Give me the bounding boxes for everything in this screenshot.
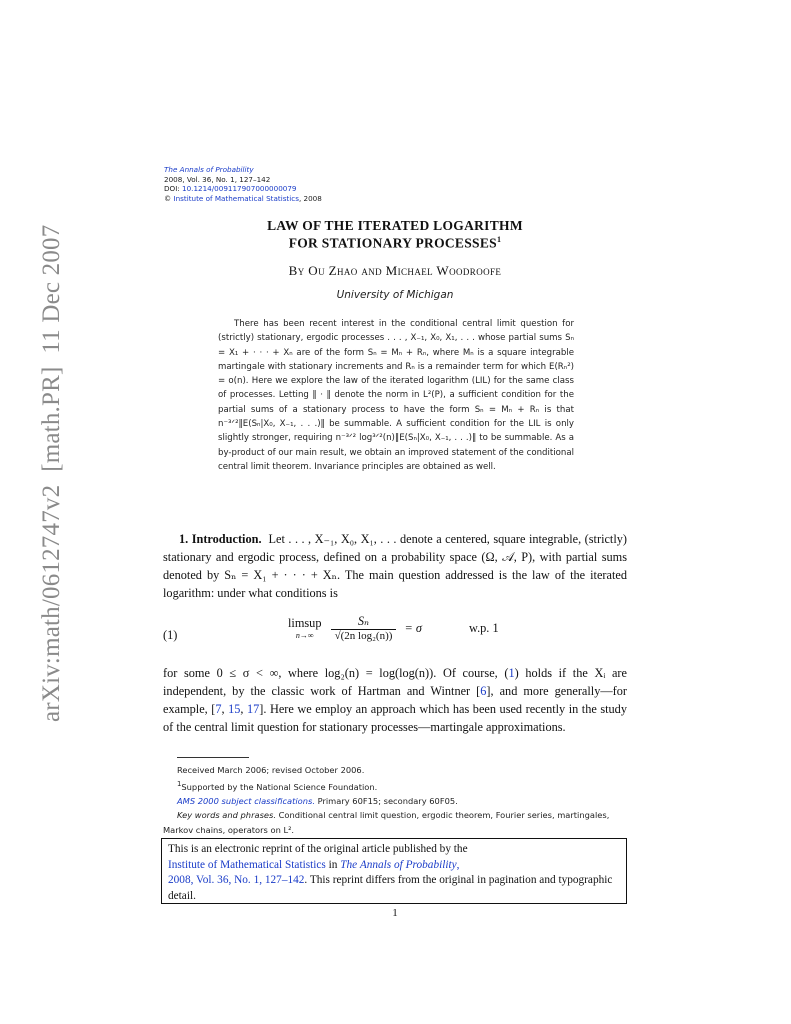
reprint-notice xyxy=(161,838,627,904)
doi-link[interactable]: 10.1214/009117907000000079 xyxy=(182,184,297,193)
para2-text-d: ]. Here we employ an approach which has been used recently in the study of the central limit question for stationary processes—martingale approximations. xyxy=(163,702,627,734)
paper-title-line1: LAW OF THE ITERATED LOGARITHM xyxy=(267,218,523,233)
support-text: Supported by the National Science Foundation. xyxy=(181,781,378,792)
keywords-label: Key words and phrases. xyxy=(177,810,276,821)
para2-text-b: ) holds if the Xᵢ are independent, by the classic work of Hartman and Wintner [ xyxy=(163,666,627,698)
fraction-denominator: √(2n log₂(n)) xyxy=(334,630,393,642)
ams-codes: Primary 60F15; secondary 60F05. xyxy=(314,796,458,807)
equation-fraction xyxy=(331,614,397,642)
ref-eq-1[interactable]: 1 xyxy=(508,666,515,680)
equation-1 xyxy=(163,614,627,660)
arxiv-stamp xyxy=(36,202,68,722)
fraction-numerator: Sₙ xyxy=(331,614,397,630)
copyright-symbol: © xyxy=(164,193,172,203)
journal-link[interactable]: The Annals of Probability xyxy=(164,165,254,174)
limsup-text: limsup xyxy=(288,616,322,630)
page-number: 1 xyxy=(392,907,398,919)
ref-15[interactable]: 15 xyxy=(228,702,241,716)
doi-label: DOI: xyxy=(164,184,180,193)
journal-header xyxy=(164,165,322,203)
reprint-citation-link[interactable]: 2008, Vol. 36, No. 1, 127–142 xyxy=(168,874,305,886)
limsup-operator xyxy=(288,616,321,640)
para2-text-a: for some 0 ≤ σ < ∞, where log₂(n) = log(log(n)). Of course, ( xyxy=(163,666,509,680)
arxiv-category: [math.PR] xyxy=(38,366,65,472)
equation-rhs: = σ xyxy=(404,620,422,635)
ref-7[interactable]: 7 xyxy=(215,702,222,716)
reprint-rest: . This reprint differs from the original in pagination and typographic detail. xyxy=(168,874,613,902)
ams-note xyxy=(163,794,627,808)
reprint-journal-link[interactable]: The Annals of Probability xyxy=(340,858,457,871)
intro-text: Let . . . , X₋₁, X₀, X₁, . . . denote a centered, square integrable, (strictly) stationary and ergodic process, defined on a probability space (Ω, 𝒜, P), with partial sums denoted by Sₙ = X₁ + · · · + Xₙ. The main question addressed is the law of the iterated logarithm: under what conditions is xyxy=(163,532,628,600)
limsup-subscript: n→∞ xyxy=(295,631,314,640)
para2-text-c: ], and more generally—for example, [ xyxy=(163,684,628,716)
footnotes xyxy=(163,763,627,837)
copyright-year: , 2008 xyxy=(298,193,322,203)
abstract: There has been recent interest in the conditional central limit question for (strictly) stationary, ergodic processes . . . , X₋₁, X₀, X₁, . . . whose partial sums Sₙ = X₁ + · · · + Xₙ are of the form Sₙ = Mₙ + Rₙ, where Mₙ is a square integrable martingale with stationary increments and Rₙ is a remainder term for which E(Rₙ²) = o(n). Here we explore the law of the iterated logarithm (LIL) for the same class of processes. Letting ‖ · ‖ denote the norm in L²(P), a sufficient condition for the partial sums of a stationary process to have the form Sₙ = Mₙ + Rₙ is that n⁻³ᐟ²‖E(Sₙ|X₀, X₋₁, . . .)‖ be summable. A sufficient condition for the LIL is only slightly stronger, requiring n⁻³ᐟ² log³ᐟ²(n)‖E(Sₙ|X₀, X₋₁, . . .)‖ to be summable. As a by-product of our main result, we obtain an improved statement of the conditional central limit theorem. Invariance principles are obtained as well. xyxy=(218,319,574,472)
title-text: FOR STATIONARY PROCESSES xyxy=(288,235,497,251)
ims-link[interactable]: Institute of Mathematical Statistics xyxy=(173,193,299,203)
keywords-text: Conditional central limit question, ergodic theorem, Fourier series, martingales, Markov chains, operators on L². xyxy=(163,810,610,835)
reprint-comma: , xyxy=(456,858,460,871)
arxiv-date: 11 Dec 2007 xyxy=(38,224,65,354)
reprint-in: in xyxy=(325,858,341,871)
section-heading: 1. Introduction. xyxy=(179,532,262,546)
keywords-note xyxy=(163,808,627,836)
title-footnote-mark[interactable]: 1 xyxy=(496,235,502,244)
volume-line: 2008, Vol. 36, No. 1, 127–142 xyxy=(164,174,271,184)
reprint-line1: This is an electronic reprint of the original article published by the xyxy=(168,843,468,855)
paper-title-line2 xyxy=(180,235,610,252)
affiliation: University of Michigan xyxy=(336,289,454,301)
received-note: Received March 2006; revised October 2006. xyxy=(177,765,365,775)
support-note xyxy=(163,777,627,794)
footnote-divider xyxy=(177,757,249,758)
second-paragraph: for some 0 ≤ σ < ∞, where log₂(n) = log(log(n)). Of course, (1) holds if the Xᵢ are independent, by the classic work of Hartman and Wintner [6], and more generally—for example, [7, 15, 17]. Here we employ an approach which has been used recently in the study of the central limit question for stationary processes—martingale approximations. xyxy=(163,666,628,734)
ams-link[interactable]: AMS 2000 subject classifications. xyxy=(177,796,315,807)
reprint-ims-link[interactable]: Institute of Mathematical Statistics xyxy=(168,858,326,871)
authors: By Ou Zhao and Michael Woodroofe xyxy=(288,263,502,278)
support-mark: 1 xyxy=(177,780,182,789)
ref-17[interactable]: 17 xyxy=(246,702,260,716)
ref-6[interactable]: 6 xyxy=(480,684,487,698)
intro-paragraph xyxy=(163,530,627,602)
arxiv-id: arXiv:math/0612747v2 xyxy=(38,484,65,722)
equation-label: (1) xyxy=(163,628,178,642)
equation-qualifier: w.p. 1 xyxy=(469,620,499,635)
